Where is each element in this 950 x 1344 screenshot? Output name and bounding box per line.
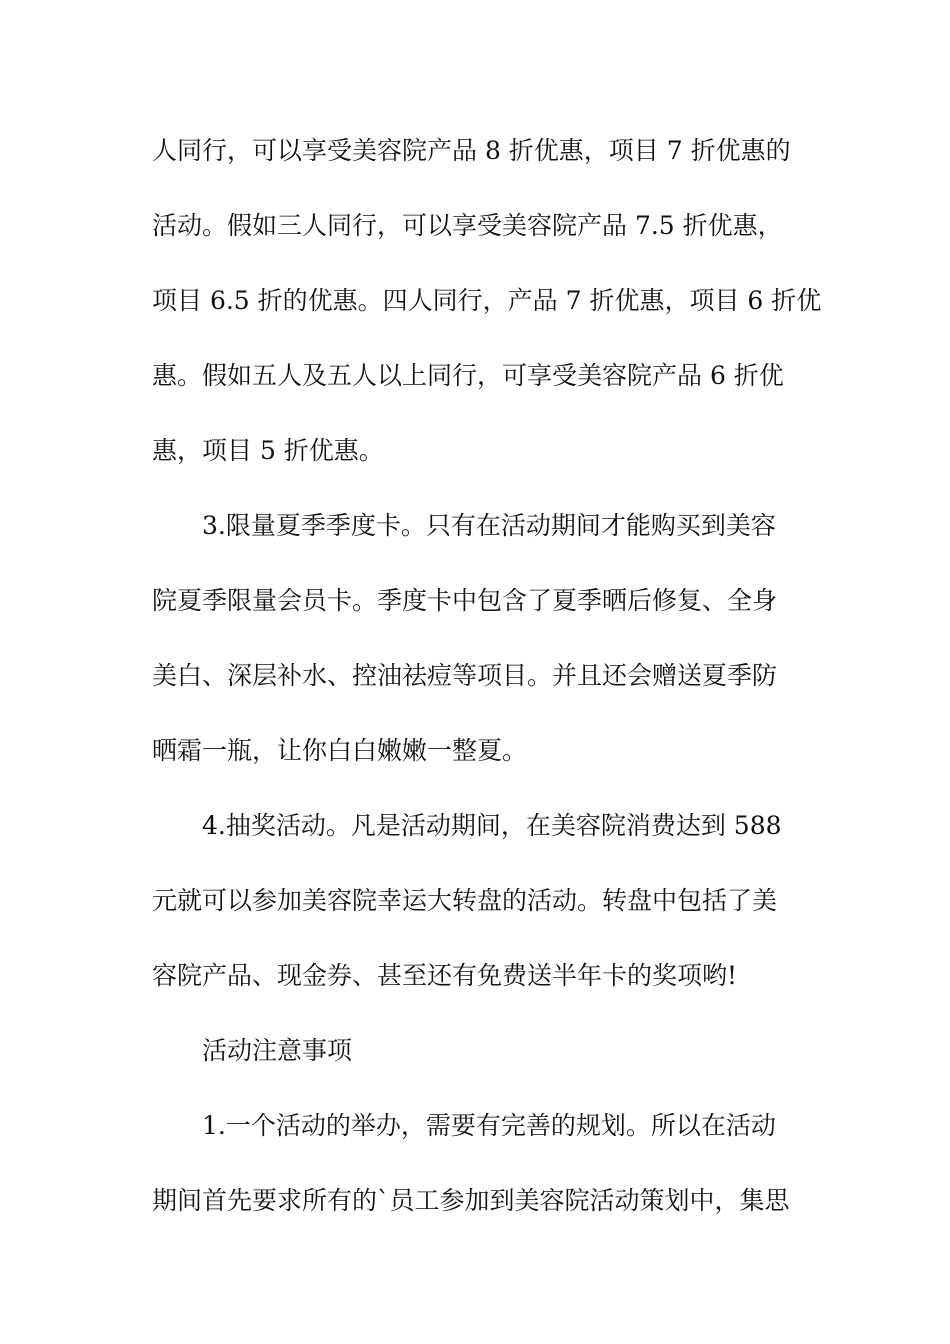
paragraph-line: 3.限量夏季季度卡。只有在活动期间才能购买到美容 [202, 511, 776, 540]
section-heading: 活动注意事项 [202, 1036, 353, 1065]
paragraph-line: 元就可以参加美容院幸运大转盘的活动。转盘中包括了美 [152, 886, 778, 915]
paragraph-line: 期间首先要求所有的`员工参加到美容院活动策划中，集思 [152, 1186, 790, 1215]
paragraph-line: 惠，项目 5 折优惠。 [152, 436, 384, 465]
paragraph-line: 人同行，可以享受美容院产品 8 折优惠，项目 7 折优惠的 [152, 136, 791, 165]
paragraph-line: 活动。假如三人同行，可以享受美容院产品 7.5 折优惠， [152, 211, 783, 240]
paragraph-line: 容院产品、现金券、甚至还有免费送半年卡的奖项哟! [152, 961, 738, 990]
paragraph-line: 惠。假如五人及五人以上同行，可享受美容院产品 6 折优 [152, 361, 784, 390]
paragraph-line: 院夏季限量会员卡。季度卡中包含了夏季晒后修复、全身 [152, 586, 778, 615]
paragraph-line: 晒霜一瓶，让你白白嫩嫩一整夏。 [152, 736, 528, 765]
paragraph-line: 美白、深层补水、控油祛痘等项目。并且还会赠送夏季防 [152, 661, 778, 690]
paragraph-line: 项目 6.5 折的优惠。四人同行，产品 7 折优惠，项目 6 折优 [152, 286, 822, 315]
paragraph-line: 4.抽奖活动。凡是活动期间，在美容院消费达到 588 [202, 811, 782, 840]
paragraph-line: 1.一个活动的举办，需要有完善的规划。所以在活动 [202, 1111, 776, 1140]
